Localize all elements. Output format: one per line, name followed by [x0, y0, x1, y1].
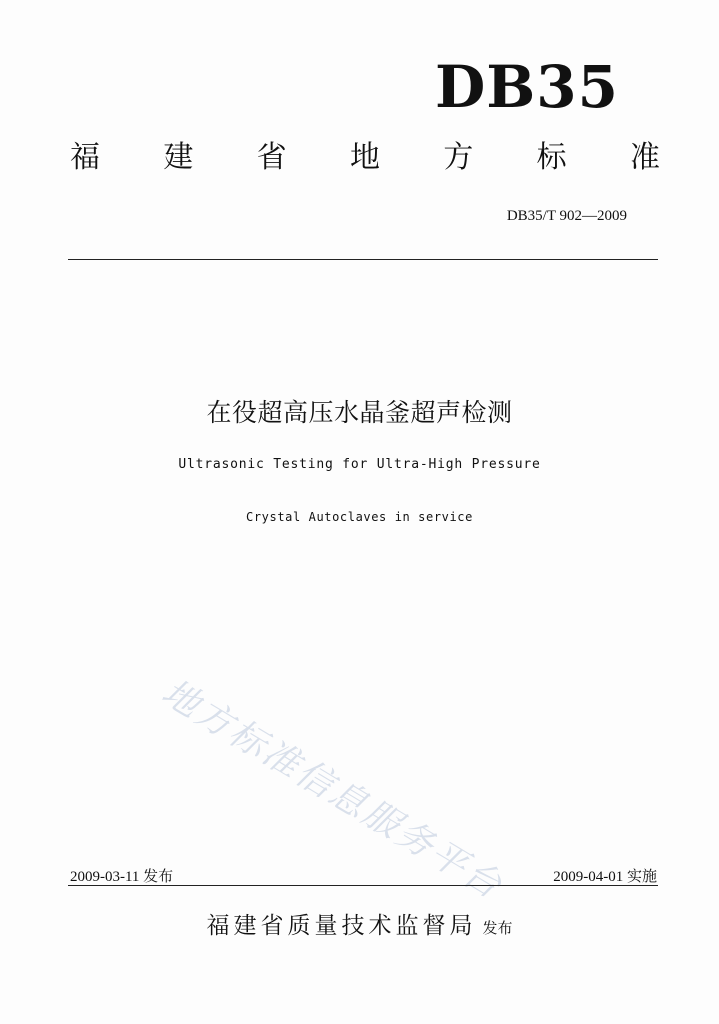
standard-number: DB35/T 902—2009 — [506, 208, 627, 224]
publisher-name: 福建省质量技术监督局 — [206, 913, 477, 939]
title-char: 标 — [536, 140, 567, 175]
title-char: 建 — [163, 140, 194, 175]
top-divider — [68, 259, 658, 260]
document-title-en-line1: Ultrasonic Testing for Ultra-High Pressure — [178, 457, 541, 472]
implementation-date: 2009-04-01 实施 — [553, 869, 657, 885]
standard-code-logo: DB35 — [434, 53, 619, 121]
publisher — [0, 907, 719, 940]
standard-category-title — [70, 140, 660, 175]
issue-date: 2009-03-11 发布 — [70, 869, 174, 885]
bottom-divider — [68, 885, 658, 886]
title-char: 福 — [70, 140, 100, 175]
document-title-cn: 在役超高压水晶釜超声检测 — [206, 398, 513, 427]
document-title-en-line2: Crystal Autoclaves in service — [246, 510, 473, 524]
watermark: 地方标准信息服务平台 — [154, 671, 511, 908]
title-char: 省 — [256, 140, 287, 175]
title-char: 方 — [443, 140, 474, 175]
title-char: 地 — [349, 140, 380, 175]
publisher-suffix: 发布 — [482, 919, 513, 937]
title-char: 准 — [629, 140, 660, 175]
